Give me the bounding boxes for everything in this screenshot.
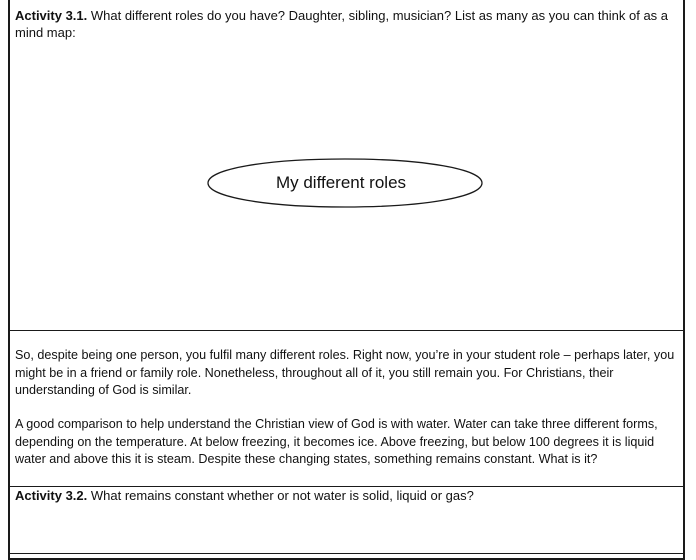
activity-3-1-prompt — [15, 7, 677, 41]
activity-3-1-label: Activity 3.1. — [15, 8, 88, 23]
activity-3-2-label: Activity 3.2. — [15, 488, 88, 503]
activity-3-1-text: What different roles do you have? Daughter, sibling, musician? List as many as you can think of as a mind map: — [15, 8, 669, 40]
explanation-box — [8, 331, 685, 487]
explanation-paragraph-1: So, despite being one person, you fulfil many different roles. Right now, you’re in your student role – perhaps later, you might be in a friend or family role. Nonetheless, throughout all of it, you still remain you. For Christians, their understanding of God is similar. — [15, 348, 675, 397]
activity-3-2-text: What remains constant whether or not water is solid, liquid or gas? — [87, 488, 474, 503]
explanation-paragraph-2: A good comparison to help understand the Christian view of God is with water. Water can take three different forms, depending on the temperature. At below freezing, it becomes ice. Above freezing, but below 100 degrees it is liquid water and above this it is steam. Despite these changing states, something remains constant. What is it? — [15, 417, 658, 466]
mind-map-center-label: My different roles — [275, 173, 407, 192]
mind-map-center — [206, 157, 488, 209]
activity-3-2-box — [8, 487, 685, 560]
activity-3-1-box — [8, 0, 685, 331]
activity-3-2-prompt — [15, 487, 677, 504]
table-divider — [8, 553, 685, 554]
